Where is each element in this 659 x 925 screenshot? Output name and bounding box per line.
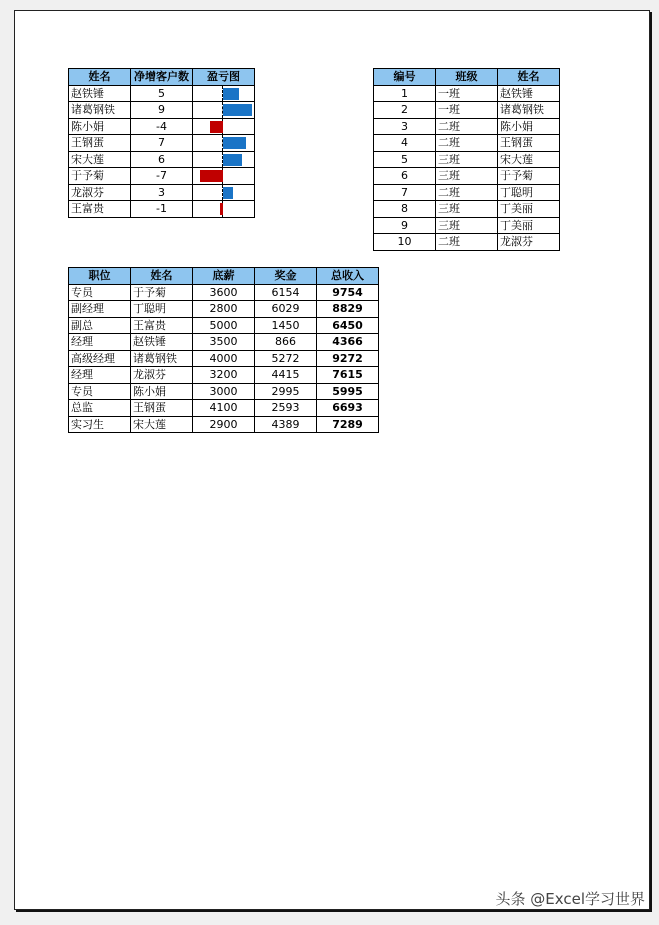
table-row <box>69 201 255 218</box>
position-cell[interactable]: 副总 <box>69 317 131 334</box>
position-cell[interactable]: 经理 <box>69 334 131 351</box>
worksheet-page <box>14 10 650 910</box>
name-cell[interactable]: 于予菊 <box>69 168 131 185</box>
name-cell[interactable]: 赵铁锤 <box>69 85 131 102</box>
name-cell[interactable]: 陈小娟 <box>131 383 193 400</box>
table-row <box>69 118 255 135</box>
base-salary-cell[interactable]: 5000 <box>193 317 255 334</box>
table-row <box>69 301 379 318</box>
value-cell[interactable]: 3 <box>131 184 193 201</box>
class-cell[interactable]: 一班 <box>436 102 498 119</box>
total-income-cell[interactable]: 6450 <box>317 317 379 334</box>
id-cell[interactable]: 7 <box>374 184 436 201</box>
total-income-cell[interactable]: 4366 <box>317 334 379 351</box>
table-row <box>374 217 560 234</box>
bonus-cell[interactable]: 2995 <box>255 383 317 400</box>
name-cell[interactable]: 丁美丽 <box>498 201 560 218</box>
table-row <box>374 118 560 135</box>
id-cell[interactable]: 3 <box>374 118 436 135</box>
position-cell[interactable]: 实习生 <box>69 416 131 433</box>
bonus-cell[interactable]: 1450 <box>255 317 317 334</box>
winloss-bar <box>210 121 223 133</box>
header-cell[interactable]: 总收入 <box>317 268 379 285</box>
position-cell[interactable]: 专员 <box>69 383 131 400</box>
name-cell[interactable]: 于予菊 <box>498 168 560 185</box>
table-row <box>69 416 379 433</box>
winloss-bar <box>223 88 239 100</box>
table-row <box>69 135 255 152</box>
table-row <box>69 334 379 351</box>
bonus-cell[interactable]: 5272 <box>255 350 317 367</box>
table-row <box>69 168 255 185</box>
winloss-bar <box>223 104 252 116</box>
name-cell[interactable]: 丁聪明 <box>498 184 560 201</box>
total-income-cell[interactable]: 9754 <box>317 284 379 301</box>
id-cell[interactable]: 2 <box>374 102 436 119</box>
salary-table <box>68 267 379 433</box>
header-cell[interactable]: 姓名 <box>69 69 131 86</box>
id-cell[interactable]: 9 <box>374 217 436 234</box>
id-cell[interactable]: 8 <box>374 201 436 218</box>
winloss-bar-cell[interactable] <box>193 118 255 135</box>
base-salary-cell[interactable]: 2800 <box>193 301 255 318</box>
winloss-bar <box>220 203 223 215</box>
class-cell[interactable]: 二班 <box>436 135 498 152</box>
class-cell[interactable]: 二班 <box>436 118 498 135</box>
table-row <box>69 367 379 384</box>
table-row <box>374 135 560 152</box>
table-row <box>69 85 255 102</box>
class-cell[interactable]: 一班 <box>436 85 498 102</box>
class-table <box>373 68 560 251</box>
position-cell[interactable]: 副经理 <box>69 301 131 318</box>
customer-table-header <box>69 69 255 86</box>
total-income-cell[interactable]: 5995 <box>317 383 379 400</box>
value-cell[interactable]: -4 <box>131 118 193 135</box>
header-cell[interactable]: 姓名 <box>498 69 560 86</box>
class-table-header <box>374 69 560 86</box>
winloss-bar <box>223 187 233 199</box>
winloss-bar-cell[interactable] <box>193 102 255 119</box>
base-salary-cell[interactable]: 4000 <box>193 350 255 367</box>
name-cell[interactable]: 宋大莲 <box>131 416 193 433</box>
name-cell[interactable]: 诸葛钢铁 <box>69 102 131 119</box>
header-cell[interactable]: 姓名 <box>131 268 193 285</box>
header-cell[interactable]: 编号 <box>374 69 436 86</box>
id-cell[interactable]: 1 <box>374 85 436 102</box>
base-salary-cell[interactable]: 2900 <box>193 416 255 433</box>
total-income-cell[interactable]: 7289 <box>317 416 379 433</box>
winloss-bar-cell[interactable] <box>193 184 255 201</box>
name-cell[interactable]: 王钢蛋 <box>69 135 131 152</box>
name-cell[interactable]: 赵铁锤 <box>498 85 560 102</box>
header-cell[interactable]: 底薪 <box>193 268 255 285</box>
table-row <box>69 151 255 168</box>
position-cell[interactable]: 经理 <box>69 367 131 384</box>
name-cell[interactable]: 陈小娟 <box>498 118 560 135</box>
base-salary-cell[interactable]: 3600 <box>193 284 255 301</box>
class-cell[interactable]: 二班 <box>436 234 498 251</box>
name-cell[interactable]: 龙淑芬 <box>69 184 131 201</box>
name-cell[interactable]: 宋大莲 <box>498 151 560 168</box>
base-salary-cell[interactable]: 3000 <box>193 383 255 400</box>
table-row <box>69 350 379 367</box>
position-cell[interactable]: 专员 <box>69 284 131 301</box>
header-cell[interactable]: 职位 <box>69 268 131 285</box>
value-cell[interactable]: 5 <box>131 85 193 102</box>
name-cell[interactable]: 陈小娟 <box>69 118 131 135</box>
table-row <box>69 102 255 119</box>
header-cell[interactable]: 盈亏图 <box>193 69 255 86</box>
table-row <box>69 400 379 417</box>
table-row <box>374 201 560 218</box>
total-income-cell[interactable]: 6693 <box>317 400 379 417</box>
bonus-cell[interactable]: 2593 <box>255 400 317 417</box>
table-row <box>374 151 560 168</box>
table-row <box>69 317 379 334</box>
table-row <box>69 284 379 301</box>
name-cell[interactable]: 于予菊 <box>131 284 193 301</box>
name-cell[interactable]: 宋大莲 <box>69 151 131 168</box>
table-row <box>69 383 379 400</box>
name-cell[interactable]: 龙淑芬 <box>131 367 193 384</box>
name-cell[interactable]: 赵铁锤 <box>131 334 193 351</box>
name-cell[interactable]: 诸葛钢铁 <box>131 350 193 367</box>
winloss-bar-cell[interactable] <box>193 85 255 102</box>
name-cell[interactable]: 诸葛钢铁 <box>498 102 560 119</box>
winloss-bar <box>200 170 223 182</box>
position-cell[interactable]: 总监 <box>69 400 131 417</box>
bonus-cell[interactable]: 4389 <box>255 416 317 433</box>
header-cell[interactable]: 奖金 <box>255 268 317 285</box>
bonus-cell[interactable]: 866 <box>255 334 317 351</box>
header-cell[interactable]: 净增客户数 <box>131 69 193 86</box>
winloss-bar-cell[interactable] <box>193 135 255 152</box>
base-salary-cell[interactable]: 3500 <box>193 334 255 351</box>
salary-table-header <box>69 268 379 285</box>
table-row <box>374 168 560 185</box>
winloss-bar <box>223 137 246 149</box>
bonus-cell[interactable]: 6154 <box>255 284 317 301</box>
base-salary-cell[interactable]: 3200 <box>193 367 255 384</box>
name-cell[interactable]: 龙淑芬 <box>498 234 560 251</box>
class-cell[interactable]: 三班 <box>436 201 498 218</box>
bonus-cell[interactable]: 6029 <box>255 301 317 318</box>
winloss-bar-cell[interactable] <box>193 168 255 185</box>
table-row <box>69 184 255 201</box>
id-cell[interactable]: 10 <box>374 234 436 251</box>
winloss-bar <box>223 154 242 166</box>
name-cell[interactable]: 王富贵 <box>69 201 131 218</box>
total-income-cell[interactable]: 8829 <box>317 301 379 318</box>
total-income-cell[interactable]: 7615 <box>317 367 379 384</box>
value-cell[interactable]: 7 <box>131 135 193 152</box>
name-cell[interactable]: 王富贵 <box>131 317 193 334</box>
position-cell[interactable]: 高级经理 <box>69 350 131 367</box>
bonus-cell[interactable]: 4415 <box>255 367 317 384</box>
header-cell[interactable]: 班级 <box>436 69 498 86</box>
class-cell[interactable]: 三班 <box>436 217 498 234</box>
name-cell[interactable]: 丁美丽 <box>498 217 560 234</box>
class-cell[interactable]: 二班 <box>436 184 498 201</box>
value-cell[interactable]: 6 <box>131 151 193 168</box>
value-cell[interactable]: -7 <box>131 168 193 185</box>
table-row <box>374 102 560 119</box>
value-cell[interactable]: 9 <box>131 102 193 119</box>
name-cell[interactable]: 丁聪明 <box>131 301 193 318</box>
table-row <box>374 85 560 102</box>
watermark: 头条 @Excel学习世界 <box>495 890 645 908</box>
value-cell[interactable]: -1 <box>131 201 193 218</box>
base-salary-cell[interactable]: 4100 <box>193 400 255 417</box>
winloss-bar-cell[interactable] <box>193 151 255 168</box>
customer-table <box>68 68 255 218</box>
id-cell[interactable]: 5 <box>374 151 436 168</box>
id-cell[interactable]: 6 <box>374 168 436 185</box>
class-cell[interactable]: 三班 <box>436 168 498 185</box>
total-income-cell[interactable]: 9272 <box>317 350 379 367</box>
table-row <box>374 234 560 251</box>
name-cell[interactable]: 王钢蛋 <box>131 400 193 417</box>
winloss-bar-cell[interactable] <box>193 201 255 218</box>
id-cell[interactable]: 4 <box>374 135 436 152</box>
name-cell[interactable]: 王钢蛋 <box>498 135 560 152</box>
class-cell[interactable]: 三班 <box>436 151 498 168</box>
table-row <box>374 184 560 201</box>
